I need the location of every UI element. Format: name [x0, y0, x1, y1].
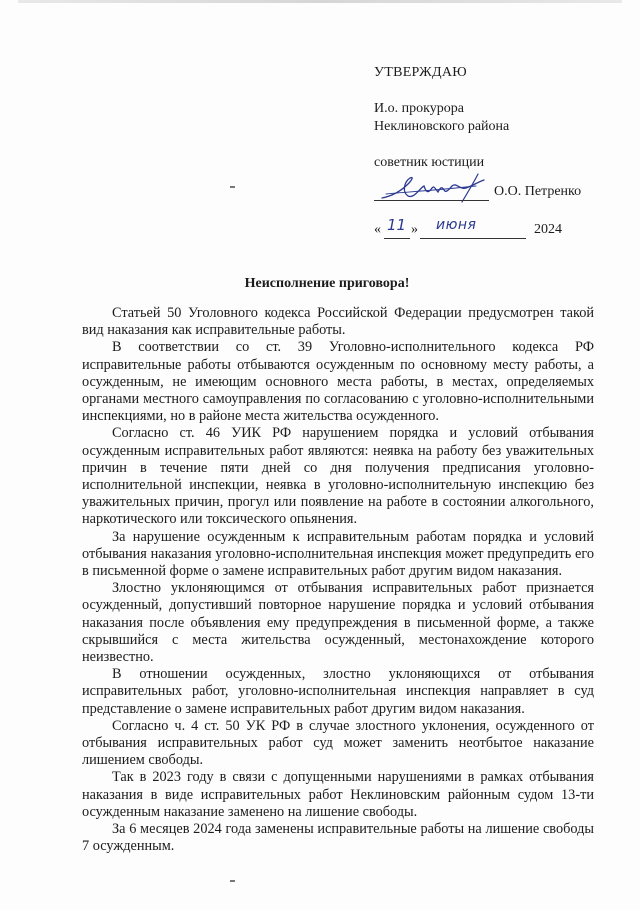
paragraph: Статьей 50 Уголовного кодекса Российской Федерации предусмотрен такой вид наказания как исправительные работы.	[82, 305, 594, 339]
paragraph: Согласно ч. 4 ст. 50 УК РФ в случае злостного уклонения, осужденного от отбывания исправительных работ суд может заменить неотбытое наказание лишением свободы.	[82, 717, 594, 769]
date-month-line	[420, 238, 526, 239]
approver-rank: советник юстиции	[374, 155, 485, 170]
date-day-line	[384, 238, 410, 239]
approval-date	[374, 218, 614, 242]
paragraph: В отношении осужденных, злостно уклоняющихся от отбывания исправительных работ, уголовно-исполнительная инспекция направляет в суд представление о замене исправительных работ другим видом наказания.	[82, 666, 594, 717]
paragraph: За 6 месяцев 2024 года заменены исправительные работы на лишение свободы 7 осужденным.	[82, 821, 594, 855]
signer-name: О.О. Петренко	[494, 184, 582, 199]
date-year: 2024	[534, 222, 562, 237]
paragraph: В соответствии со ст. 39 Уголовно-исполнительного кодекса РФ исправительные работы отбываются осужденным по основному месту работы, а осужденным, не имеющим основного места работы, в местах, определяемых органами местного самоуправления по согласованию с уголовно-исполнительными инспекциями, но в районе места жительства осужденного.	[82, 339, 594, 425]
paragraph: Согласно ст. 46 УИК РФ нарушением порядка и условий отбывания осужденным исправительных работ являются: неявка на работу без уважительных причин в течение пяти дней со дня получения предписания уголовно-исполнительной инспекции, неявка в уголовно-исполнительную инспекцию без уважительных причин, прогул или появление на работе в состоянии алкогольного, наркотического или токсического опьянения.	[82, 425, 594, 528]
date-month: июня	[436, 217, 477, 233]
paragraph: Так в 2023 году в связи с допущенными нарушениями в рамках отбывания наказания в виде исправительных работ Неклиновским районным судом 13-ти осужденным наказание заменено на лишение свободы.	[82, 769, 594, 820]
approval-title: УТВЕРЖДАЮ	[374, 65, 467, 80]
signature-row	[374, 182, 614, 204]
scan-edge	[18, 0, 622, 3]
date-open-quote: «	[374, 222, 381, 237]
approver-position-line1: И.о. прокурора	[374, 101, 464, 116]
paragraph: За нарушение осужденным к исправительным работам порядка и условий отбывания наказания уголовно-исполнительная инспекция может предупредить его в письменной форме о замене исправительных работ другим видом наказания.	[82, 528, 594, 580]
date-day: 11	[387, 216, 407, 234]
document-heading: Неисполнение приговора!	[244, 276, 410, 291]
paragraph: Злостно уклоняющимся от отбывания исправительных работ признается осужденный, допустивший повторное нарушение порядка и условий отбывания наказания после объявления ему предупреждения в письменной форме, а также скрывшийся с места жительства осужденный, местонахождение которого неизвестно.	[82, 580, 594, 666]
signature-line	[374, 200, 489, 201]
document-body	[82, 305, 594, 856]
date-close-quote: »	[411, 222, 418, 237]
approver-position-line2: Неклиновского района	[374, 119, 510, 134]
scan-speck	[230, 186, 235, 188]
scan-speck	[230, 880, 235, 882]
